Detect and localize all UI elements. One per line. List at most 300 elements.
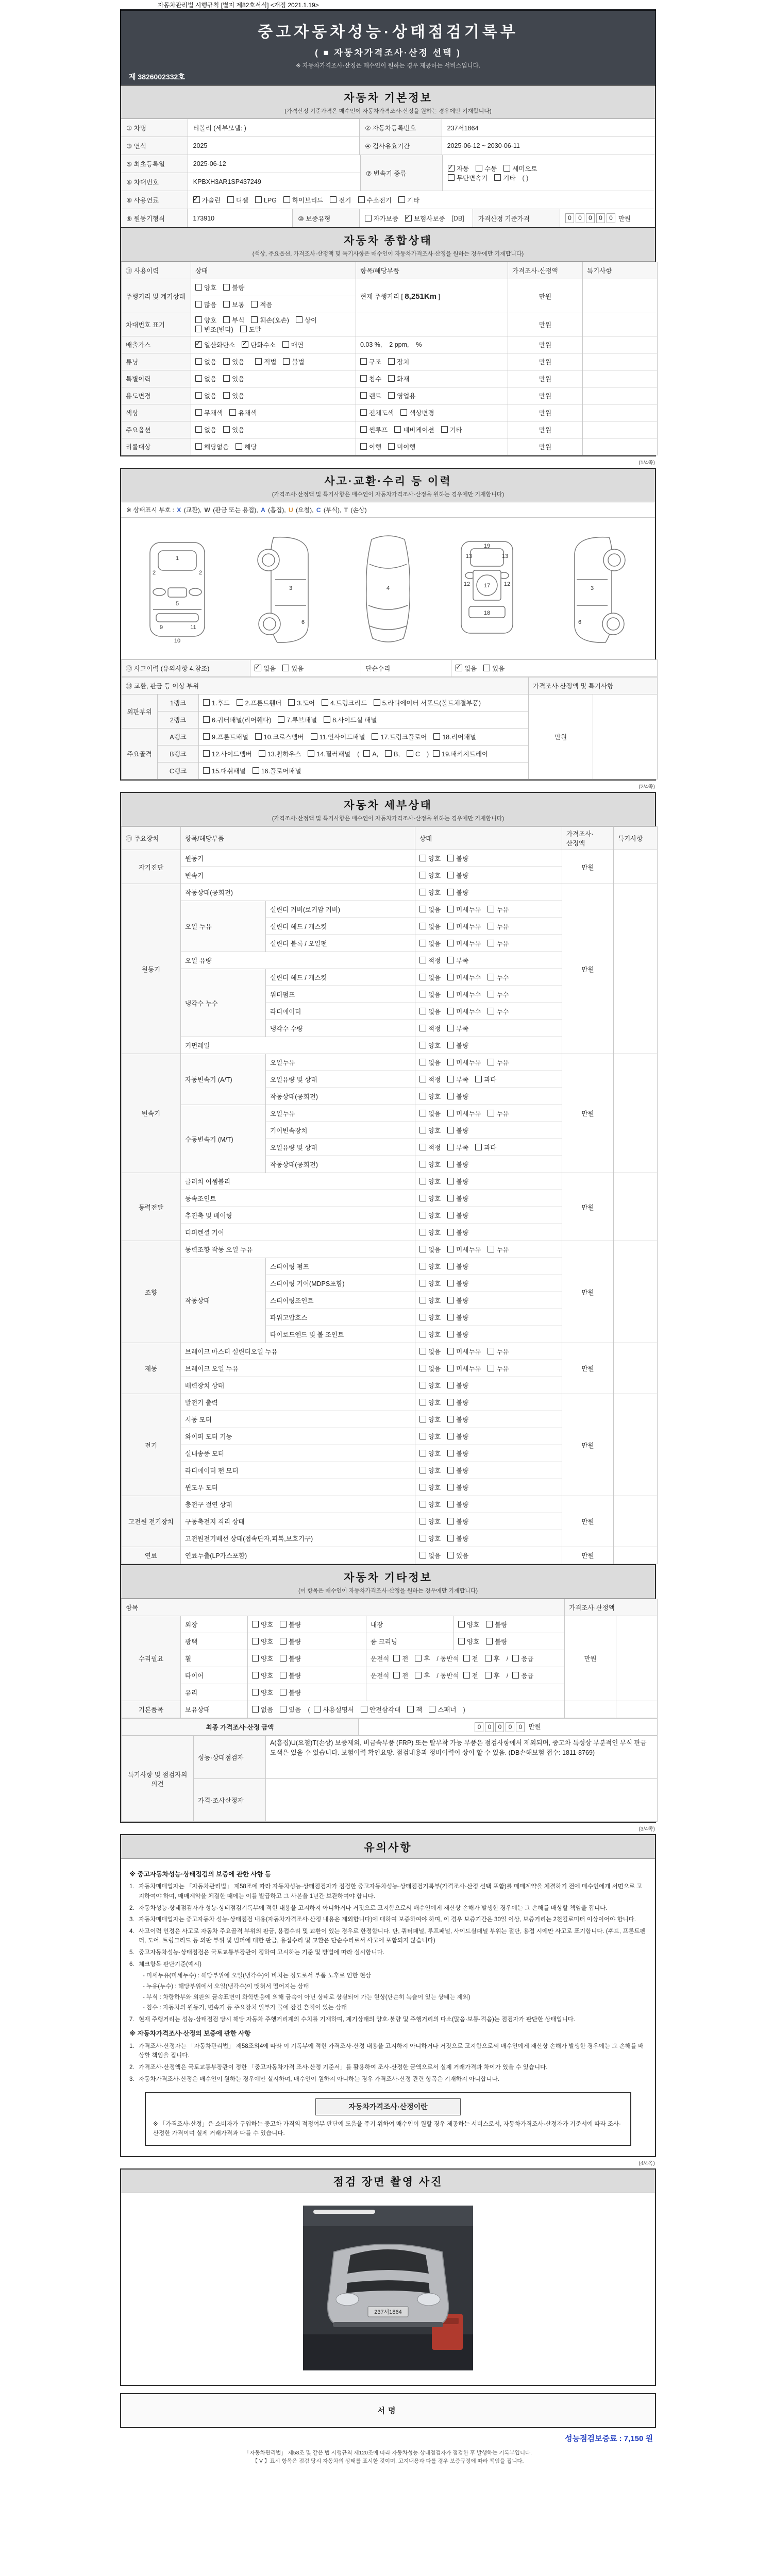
checkbox-option[interactable] xyxy=(407,1705,422,1714)
checkbox-option[interactable] xyxy=(419,939,441,948)
checkbox-option[interactable] xyxy=(203,749,252,758)
checkbox-option[interactable] xyxy=(419,1279,441,1288)
checkbox-icon[interactable] xyxy=(447,1399,454,1405)
signature-box[interactable]: 서명 xyxy=(120,2393,656,2428)
checkbox-option[interactable] xyxy=(195,300,216,309)
checkbox-option[interactable] xyxy=(419,854,441,863)
checkbox-option[interactable] xyxy=(488,1058,509,1067)
checkbox-option[interactable] xyxy=(447,1483,468,1492)
checkbox-icon[interactable] xyxy=(388,358,395,365)
checkbox-option[interactable] xyxy=(360,425,388,434)
checkbox-icon[interactable] xyxy=(503,165,510,172)
checkbox-option[interactable] xyxy=(388,357,409,366)
checkbox-option[interactable] xyxy=(488,1109,509,1118)
checkbox-option[interactable] xyxy=(488,1347,509,1356)
checkbox-option[interactable] xyxy=(193,195,221,205)
checkbox-option[interactable] xyxy=(311,732,365,741)
checkbox-icon[interactable] xyxy=(195,284,202,291)
checkbox-icon[interactable] xyxy=(419,1229,426,1235)
checkbox-icon[interactable] xyxy=(419,1195,426,1201)
checkbox-icon[interactable] xyxy=(361,1706,367,1713)
checkbox-option[interactable] xyxy=(195,340,235,349)
checkbox-icon[interactable] xyxy=(203,733,210,740)
checkbox-option[interactable] xyxy=(252,1620,273,1629)
checkbox-icon[interactable] xyxy=(259,750,265,757)
checkbox-option[interactable] xyxy=(485,1654,500,1663)
checkbox-option[interactable] xyxy=(419,1483,441,1492)
checkbox-option[interactable] xyxy=(441,425,462,434)
checked-checkbox-icon[interactable] xyxy=(193,196,200,203)
checkbox-option[interactable] xyxy=(419,1092,441,1101)
checkbox-icon[interactable] xyxy=(486,1638,493,1645)
checkbox-icon[interactable] xyxy=(433,733,440,740)
checkbox-icon[interactable] xyxy=(447,1348,454,1354)
checkbox-option[interactable] xyxy=(195,315,216,325)
checkbox-icon[interactable] xyxy=(253,767,259,774)
checkbox-option[interactable] xyxy=(447,854,468,863)
checkbox-icon[interactable] xyxy=(393,1655,400,1662)
checkbox-option[interactable] xyxy=(447,1143,468,1152)
checkbox-icon[interactable] xyxy=(447,889,454,895)
checkbox-icon[interactable] xyxy=(360,375,367,382)
checkbox-option[interactable] xyxy=(476,164,497,173)
checkbox-option[interactable] xyxy=(252,1688,273,1697)
checkbox-icon[interactable] xyxy=(251,316,258,323)
checkbox-option[interactable] xyxy=(360,357,381,366)
checkbox-option[interactable] xyxy=(385,750,400,758)
checkbox-icon[interactable] xyxy=(483,665,490,671)
checkbox-option[interactable] xyxy=(278,715,317,724)
checked-checkbox-icon[interactable] xyxy=(405,215,412,222)
checkbox-icon[interactable] xyxy=(447,957,454,963)
checkbox-option[interactable] xyxy=(419,905,441,914)
checkbox-icon[interactable] xyxy=(394,426,401,433)
checkbox-icon[interactable] xyxy=(419,1127,426,1133)
checkbox-icon[interactable] xyxy=(447,1246,454,1252)
checkbox-option[interactable] xyxy=(419,1432,441,1441)
checkbox-option[interactable] xyxy=(330,195,351,205)
checkbox-icon[interactable] xyxy=(419,872,426,878)
checkbox-icon[interactable] xyxy=(203,699,210,706)
checkbox-icon[interactable] xyxy=(419,1093,426,1099)
checkbox-option[interactable] xyxy=(360,442,381,451)
checkbox-option[interactable] xyxy=(447,1534,468,1543)
checkbox-icon[interactable] xyxy=(280,1689,287,1696)
checkbox-icon[interactable] xyxy=(282,665,289,671)
checkbox-option[interactable] xyxy=(512,1671,533,1680)
checkbox-icon[interactable] xyxy=(447,940,454,946)
checkbox-icon[interactable] xyxy=(283,196,290,203)
checkbox-option[interactable] xyxy=(236,442,257,451)
checkbox-icon[interactable] xyxy=(360,409,367,416)
checkbox-icon[interactable] xyxy=(195,409,202,416)
checkbox-option[interactable] xyxy=(363,750,378,758)
checkbox-icon[interactable] xyxy=(447,1416,454,1422)
checkbox-icon[interactable] xyxy=(488,1348,494,1354)
checkbox-icon[interactable] xyxy=(419,1518,426,1524)
checkbox-option[interactable] xyxy=(365,214,398,223)
checkbox-icon[interactable] xyxy=(407,1706,414,1713)
checkbox-option[interactable] xyxy=(419,1449,441,1458)
checkbox-icon[interactable] xyxy=(447,1076,454,1082)
checkbox-icon[interactable] xyxy=(419,1348,426,1354)
checkbox-icon[interactable] xyxy=(227,196,234,203)
checkbox-option[interactable] xyxy=(458,1637,479,1646)
checkbox-icon[interactable] xyxy=(485,1672,492,1679)
checkbox-option[interactable] xyxy=(463,1654,478,1663)
checkbox-option[interactable] xyxy=(475,1075,496,1084)
checkbox-icon[interactable] xyxy=(447,923,454,929)
checkbox-option[interactable] xyxy=(419,1228,441,1237)
checkbox-option[interactable] xyxy=(458,1620,479,1629)
checkbox-option[interactable] xyxy=(419,1160,441,1169)
checkbox-icon[interactable] xyxy=(447,1042,454,1048)
checkbox-option[interactable] xyxy=(447,956,468,965)
checkbox-option[interactable] xyxy=(419,1109,441,1118)
checkbox-option[interactable] xyxy=(251,315,289,325)
checkbox-option[interactable] xyxy=(398,195,419,205)
checkbox-icon[interactable] xyxy=(223,316,230,323)
checkbox-icon[interactable] xyxy=(195,326,202,332)
checkbox-icon[interactable] xyxy=(488,923,494,929)
checkbox-icon[interactable] xyxy=(419,1484,426,1490)
checkbox-icon[interactable] xyxy=(223,301,230,308)
checkbox-option[interactable] xyxy=(419,1313,441,1322)
checkbox-icon[interactable] xyxy=(358,196,365,203)
checkbox-icon[interactable] xyxy=(324,716,330,723)
checkbox-icon[interactable] xyxy=(476,165,482,172)
checkbox-icon[interactable] xyxy=(308,750,314,757)
checkbox-option[interactable] xyxy=(447,1262,468,1271)
checkbox-option[interactable] xyxy=(447,922,481,931)
checkbox-option[interactable] xyxy=(447,1075,468,1084)
checkbox-option[interactable] xyxy=(488,922,509,931)
checkbox-option[interactable] xyxy=(251,300,272,309)
checkbox-icon[interactable] xyxy=(488,1059,494,1065)
checkbox-icon[interactable] xyxy=(512,1655,519,1662)
checkbox-icon[interactable] xyxy=(458,1621,465,1628)
checkbox-option[interactable] xyxy=(419,1415,441,1424)
checkbox-option[interactable] xyxy=(280,1671,301,1680)
checkbox-icon[interactable] xyxy=(433,750,440,757)
checkbox-option[interactable] xyxy=(419,1466,441,1475)
checkbox-icon[interactable] xyxy=(360,392,367,399)
checkbox-option[interactable] xyxy=(447,1194,468,1203)
checkbox-icon[interactable] xyxy=(223,392,230,399)
checkbox-option[interactable] xyxy=(419,1398,441,1407)
checkbox-option[interactable] xyxy=(223,374,244,383)
checkbox-icon[interactable] xyxy=(398,196,405,203)
checkbox-icon[interactable] xyxy=(374,699,380,706)
checkbox-option[interactable] xyxy=(229,408,257,417)
checkbox-option[interactable] xyxy=(282,664,304,673)
checkbox-option[interactable] xyxy=(419,973,441,982)
checkbox-icon[interactable] xyxy=(419,1076,426,1082)
checkbox-option[interactable] xyxy=(203,715,271,724)
checkbox-icon[interactable] xyxy=(488,940,494,946)
checkbox-icon[interactable] xyxy=(447,974,454,980)
checkbox-icon[interactable] xyxy=(400,409,407,416)
checkbox-option[interactable] xyxy=(447,1092,468,1101)
checkbox-icon[interactable] xyxy=(203,767,210,774)
checkbox-option[interactable] xyxy=(419,1262,441,1271)
checkbox-icon[interactable] xyxy=(447,991,454,997)
checkbox-option[interactable] xyxy=(419,1296,441,1305)
checkbox-icon[interactable] xyxy=(488,1365,494,1371)
checkbox-icon[interactable] xyxy=(322,699,328,706)
checkbox-icon[interactable] xyxy=(419,1331,426,1337)
checkbox-icon[interactable] xyxy=(255,196,262,203)
checkbox-icon[interactable] xyxy=(360,426,367,433)
checkbox-option[interactable] xyxy=(433,749,488,758)
checkbox-icon[interactable] xyxy=(419,1535,426,1541)
checkbox-option[interactable] xyxy=(447,1415,468,1424)
checkbox-option[interactable] xyxy=(240,325,261,334)
checkbox-option[interactable] xyxy=(494,173,515,182)
checkbox-option[interactable] xyxy=(463,1671,478,1680)
checkbox-icon[interactable] xyxy=(419,1552,426,1558)
checkbox-option[interactable] xyxy=(255,732,304,741)
checkbox-option[interactable] xyxy=(447,1058,481,1067)
checkbox-option[interactable] xyxy=(433,732,476,741)
checkbox-icon[interactable] xyxy=(441,426,448,433)
checkbox-icon[interactable] xyxy=(463,1672,470,1679)
checkbox-icon[interactable] xyxy=(419,1382,426,1388)
checkbox-icon[interactable] xyxy=(419,974,426,980)
checkbox-option[interactable] xyxy=(324,715,377,724)
checkbox-option[interactable] xyxy=(419,1330,441,1339)
checkbox-option[interactable] xyxy=(447,973,481,982)
checkbox-icon[interactable] xyxy=(223,375,230,382)
checkbox-option[interactable] xyxy=(447,990,481,999)
checkbox-option[interactable] xyxy=(447,939,481,948)
checkbox-icon[interactable] xyxy=(488,991,494,997)
checkbox-icon[interactable] xyxy=(223,284,230,291)
checkbox-option[interactable] xyxy=(195,442,229,451)
checkbox-icon[interactable] xyxy=(288,699,295,706)
checkbox-option[interactable] xyxy=(488,973,509,982)
checkbox-option[interactable] xyxy=(419,1534,441,1543)
checkbox-option[interactable] xyxy=(447,1160,468,1169)
checkbox-option[interactable] xyxy=(283,357,304,366)
checkbox-option[interactable] xyxy=(195,374,216,383)
checkbox-option[interactable] xyxy=(195,425,216,434)
checkbox-option[interactable] xyxy=(419,871,441,880)
checkbox-option[interactable] xyxy=(447,1449,468,1458)
checkbox-icon[interactable] xyxy=(447,872,454,878)
checkbox-icon[interactable] xyxy=(229,409,236,416)
checkbox-option[interactable] xyxy=(419,1024,441,1033)
checkbox-option[interactable] xyxy=(259,749,301,758)
checkbox-option[interactable] xyxy=(255,196,277,204)
checkbox-icon[interactable] xyxy=(419,1280,426,1286)
checkbox-icon[interactable] xyxy=(447,1433,454,1439)
checkbox-option[interactable] xyxy=(415,1671,430,1680)
checkbox-option[interactable] xyxy=(358,195,392,205)
checkbox-option[interactable] xyxy=(388,374,409,383)
checkbox-option[interactable] xyxy=(393,1654,408,1663)
checkbox-option[interactable] xyxy=(419,1381,441,1390)
checkbox-icon[interactable] xyxy=(419,1263,426,1269)
checkbox-option[interactable] xyxy=(419,1007,441,1016)
checkbox-option[interactable] xyxy=(419,1177,441,1186)
checkbox-option[interactable] xyxy=(280,1620,301,1629)
checkbox-icon[interactable] xyxy=(385,750,392,757)
checkbox-option[interactable] xyxy=(447,1296,468,1305)
checkbox-option[interactable] xyxy=(447,888,468,897)
checkbox-option[interactable] xyxy=(419,1245,441,1254)
checkbox-option[interactable] xyxy=(282,340,304,349)
checkbox-icon[interactable] xyxy=(330,196,337,203)
checkbox-icon[interactable] xyxy=(419,1399,426,1405)
checkbox-icon[interactable] xyxy=(447,1331,454,1337)
checkbox-option[interactable] xyxy=(448,173,488,182)
checkbox-icon[interactable] xyxy=(419,1246,426,1252)
checkbox-icon[interactable] xyxy=(429,1706,435,1713)
checkbox-option[interactable] xyxy=(388,442,415,451)
checkbox-option[interactable] xyxy=(419,1364,441,1373)
checkbox-icon[interactable] xyxy=(195,392,202,399)
checkbox-option[interactable] xyxy=(419,1075,441,1084)
checkbox-option[interactable] xyxy=(483,664,505,673)
checkbox-option[interactable] xyxy=(447,1313,468,1322)
checkbox-icon[interactable] xyxy=(419,1467,426,1473)
checkbox-option[interactable] xyxy=(447,1024,468,1033)
checkbox-option[interactable] xyxy=(280,1705,301,1714)
checkbox-option[interactable] xyxy=(252,1654,273,1663)
checkbox-option[interactable] xyxy=(447,1126,468,1135)
checkbox-option[interactable] xyxy=(419,1551,441,1560)
checkbox-icon[interactable] xyxy=(488,906,494,912)
checkbox-option[interactable] xyxy=(223,391,244,400)
checkbox-icon[interactable] xyxy=(419,1025,426,1031)
checkbox-option[interactable] xyxy=(447,1041,468,1050)
checkbox-icon[interactable] xyxy=(283,358,290,365)
checkbox-icon[interactable] xyxy=(447,1518,454,1524)
checkbox-option[interactable] xyxy=(203,732,248,741)
checkbox-icon[interactable] xyxy=(252,1672,259,1679)
checked-checkbox-icon[interactable] xyxy=(456,665,462,671)
checkbox-option[interactable] xyxy=(360,391,381,400)
checkbox-icon[interactable] xyxy=(237,699,243,706)
checkbox-icon[interactable] xyxy=(447,1059,454,1065)
checkbox-icon[interactable] xyxy=(255,358,262,365)
checkbox-option[interactable] xyxy=(503,164,537,173)
checkbox-icon[interactable] xyxy=(447,1161,454,1167)
checkbox-icon[interactable] xyxy=(488,1008,494,1014)
checkbox-icon[interactable] xyxy=(419,1212,426,1218)
checkbox-icon[interactable] xyxy=(195,316,202,323)
checked-checkbox-icon[interactable] xyxy=(448,165,455,172)
checkbox-icon[interactable] xyxy=(296,316,303,323)
checkbox-icon[interactable] xyxy=(447,1552,454,1558)
checkbox-icon[interactable] xyxy=(447,1212,454,1218)
checkbox-icon[interactable] xyxy=(447,1382,454,1388)
checkbox-option[interactable] xyxy=(203,766,246,775)
checkbox-option[interactable] xyxy=(419,1517,441,1526)
checkbox-option[interactable] xyxy=(394,425,434,434)
checkbox-icon[interactable] xyxy=(463,1655,470,1662)
checkbox-icon[interactable] xyxy=(486,1621,493,1628)
checkbox-icon[interactable] xyxy=(447,1110,454,1116)
checkbox-option[interactable] xyxy=(419,990,441,999)
checkbox-option[interactable] xyxy=(447,1109,481,1118)
checkbox-option[interactable] xyxy=(429,1705,456,1714)
checkbox-option[interactable] xyxy=(447,1245,481,1254)
checkbox-icon[interactable] xyxy=(447,1365,454,1371)
checkbox-icon[interactable] xyxy=(419,1501,426,1507)
checkbox-option[interactable] xyxy=(361,1705,400,1714)
checkbox-icon[interactable] xyxy=(419,906,426,912)
checkbox-icon[interactable] xyxy=(447,1229,454,1235)
checkbox-icon[interactable] xyxy=(419,889,426,895)
checkbox-icon[interactable] xyxy=(475,1076,482,1082)
checkbox-option[interactable] xyxy=(415,1654,430,1663)
checkbox-icon[interactable] xyxy=(278,716,284,723)
checkbox-option[interactable] xyxy=(405,214,445,223)
checkbox-icon[interactable] xyxy=(419,1297,426,1303)
checkbox-option[interactable] xyxy=(447,1211,468,1220)
checkbox-icon[interactable] xyxy=(372,733,378,740)
checked-checkbox-icon[interactable] xyxy=(242,341,248,348)
checkbox-option[interactable] xyxy=(280,1637,301,1646)
checked-checkbox-icon[interactable] xyxy=(195,341,202,348)
checkbox-option[interactable] xyxy=(223,357,244,366)
checkbox-icon[interactable] xyxy=(485,1655,492,1662)
checkbox-option[interactable] xyxy=(388,391,415,400)
checkbox-icon[interactable] xyxy=(447,1314,454,1320)
checkbox-icon[interactable] xyxy=(447,1144,454,1150)
checkbox-icon[interactable] xyxy=(311,733,317,740)
checkbox-option[interactable] xyxy=(447,1347,481,1356)
checkbox-option[interactable] xyxy=(374,698,481,707)
checkbox-icon[interactable] xyxy=(419,1314,426,1320)
checked-checkbox-icon[interactable] xyxy=(255,665,261,671)
checkbox-icon[interactable] xyxy=(223,358,230,365)
checkbox-icon[interactable] xyxy=(252,1655,259,1662)
checkbox-icon[interactable] xyxy=(252,1706,259,1713)
checkbox-icon[interactable] xyxy=(365,215,372,222)
checkbox-icon[interactable] xyxy=(419,1008,426,1014)
checkbox-option[interactable] xyxy=(237,698,282,707)
checkbox-option[interactable] xyxy=(447,1517,468,1526)
checkbox-option[interactable] xyxy=(485,1671,500,1680)
checkbox-option[interactable] xyxy=(447,1007,481,1016)
checkbox-icon[interactable] xyxy=(419,1416,426,1422)
checkbox-icon[interactable] xyxy=(447,1450,454,1456)
checkbox-option[interactable] xyxy=(195,391,216,400)
checkbox-icon[interactable] xyxy=(203,716,210,723)
checkbox-option[interactable] xyxy=(488,939,509,948)
checkbox-option[interactable] xyxy=(486,1620,507,1629)
checkbox-icon[interactable] xyxy=(195,358,202,365)
checkbox-icon[interactable] xyxy=(512,1672,519,1679)
checkbox-icon[interactable] xyxy=(458,1638,465,1645)
checkbox-option[interactable] xyxy=(447,1551,468,1560)
checkbox-icon[interactable] xyxy=(447,1501,454,1507)
checkbox-icon[interactable] xyxy=(393,1672,400,1679)
checkbox-option[interactable] xyxy=(447,1330,468,1339)
checkbox-option[interactable] xyxy=(447,1381,468,1390)
checkbox-icon[interactable] xyxy=(280,1706,287,1713)
checkbox-icon[interactable] xyxy=(280,1672,287,1679)
checkbox-icon[interactable] xyxy=(419,1042,426,1048)
checkbox-icon[interactable] xyxy=(447,1484,454,1490)
checkbox-option[interactable] xyxy=(296,315,317,325)
checkbox-option[interactable] xyxy=(195,325,233,334)
checkbox-option[interactable] xyxy=(419,1143,441,1152)
checkbox-option[interactable] xyxy=(448,164,469,173)
